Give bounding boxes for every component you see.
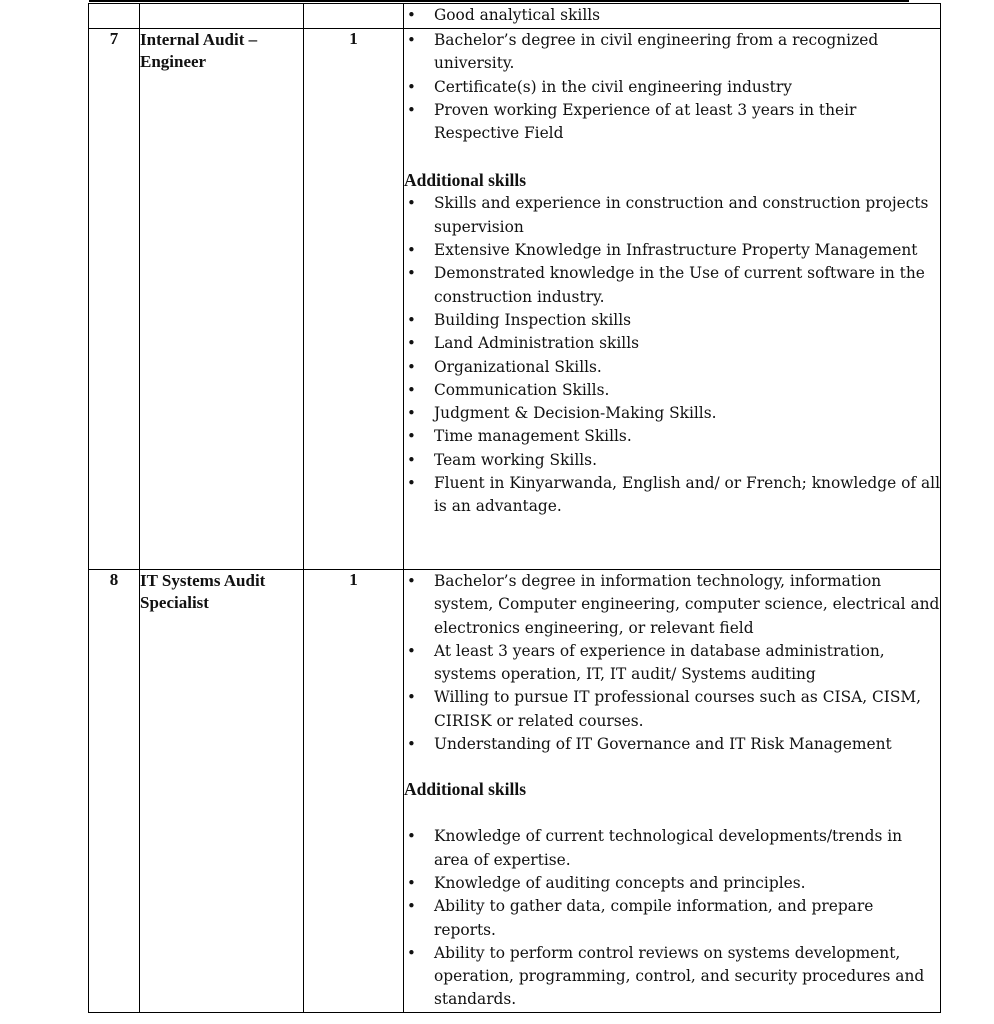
list-item: • Knowledge of auditing concepts and principles.: [404, 872, 940, 895]
list-item: • Willing to pursue IT professional courses such as CISA, CISM, CIRISK or related courses.: [404, 686, 940, 733]
list-item: • Building Inspection skills: [404, 309, 940, 332]
positions-count: 1: [304, 570, 404, 1013]
additional-skills-heading: Additional skills: [404, 779, 527, 800]
list-item: • Skills and experience in construction and construction projects supervision: [404, 192, 940, 239]
job-title-line: Engineer: [140, 52, 207, 71]
requirements-cell: [404, 4, 941, 29]
list-item: • Communication Skills.: [404, 379, 940, 402]
additional-skills-heading: Additional skills: [404, 170, 527, 191]
list-item: • Organizational Skills.: [404, 356, 940, 379]
requirements-cell: [404, 29, 941, 570]
positions-count: 1: [304, 29, 404, 570]
job-title-line: IT Systems Audit: [140, 571, 266, 590]
list-item: • At least 3 years of experience in database administration, systems operation, IT, IT audit/ Systems auditing: [404, 640, 940, 687]
requirements-list: [404, 570, 940, 756]
number-cell: [89, 4, 140, 29]
list-item: • Team working Skills.: [404, 449, 940, 472]
table-row-continued: [89, 4, 941, 29]
list-item: • Judgment & Decision-Making Skills.: [404, 402, 940, 425]
job-title: [140, 570, 304, 1013]
requirements-list: [404, 4, 940, 27]
job-title-line: Specialist: [140, 593, 209, 612]
list-item: • Knowledge of current technological developments/trends in area of expertise.: [404, 825, 940, 872]
table-top-rule: [89, 0, 909, 2]
list-item: • Fluent in Kinyarwanda, English and/ or French; knowledge of all is an advantage.: [404, 472, 940, 519]
job-title: [140, 29, 304, 570]
job-title-line: Internal Audit –: [140, 30, 258, 49]
spacer: [404, 756, 940, 778]
table-row-7: [89, 29, 941, 570]
spacer: [404, 145, 940, 169]
list-item: • Certificate(s) in the civil engineering industry: [404, 76, 940, 99]
job-requirements-table: [88, 3, 941, 1013]
list-item: • Demonstrated knowledge in the Use of current software in the construction industry.: [404, 262, 940, 309]
list-item: • Ability to perform control reviews on systems development, operation, programming, control, and security procedures and standards.: [404, 942, 940, 1012]
row-number: 8: [89, 570, 140, 1013]
spacer: [404, 801, 940, 825]
additional-skills-list: [404, 192, 940, 518]
list-item: • Time management Skills.: [404, 425, 940, 448]
list-item: • Bachelor’s degree in information technology, information system, Computer engineering, computer science, electrical and electronics engineering, or relevant field: [404, 570, 940, 640]
list-item: • Extensive Knowledge in Infrastructure Property Management: [404, 239, 940, 262]
list-item: • Good analytical skills: [404, 4, 940, 27]
list-item: • Ability to gather data, compile information, and prepare reports.: [404, 895, 940, 942]
list-item: • Understanding of IT Governance and IT Risk Management: [404, 733, 940, 756]
table-row-8: [89, 570, 941, 1013]
positions-cell: [304, 4, 404, 29]
list-item: • Bachelor’s degree in civil engineering from a recognized university.: [404, 29, 940, 76]
list-item: • Proven working Experience of at least 3 years in their Respective Field: [404, 99, 940, 146]
row-number: 7: [89, 29, 140, 570]
requirements-cell: [404, 570, 941, 1013]
list-item: • Land Administration skills: [404, 332, 940, 355]
additional-skills-list: [404, 825, 940, 1011]
title-cell: [140, 4, 304, 29]
requirements-list: [404, 29, 940, 145]
